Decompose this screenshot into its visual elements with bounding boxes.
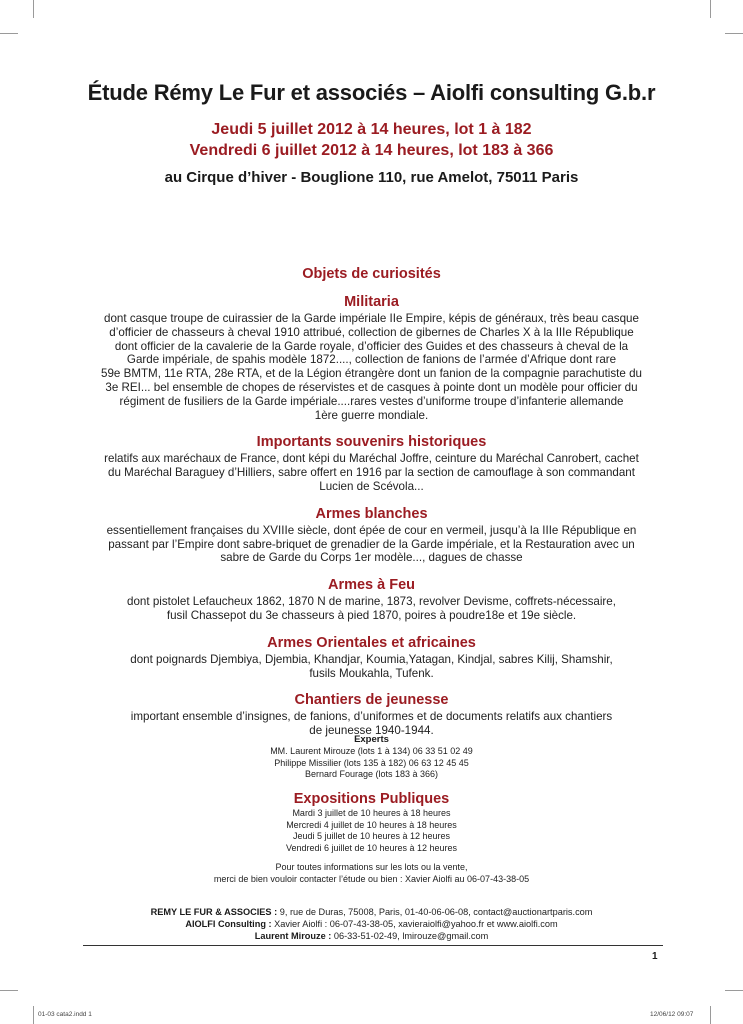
expositions-title: Expositions Publiques bbox=[293, 791, 450, 807]
slug-date: 12/06/12 09:07 bbox=[650, 1011, 694, 1018]
contact-name: AIOLFI Consulting : bbox=[185, 918, 272, 929]
contacts-block bbox=[70, 907, 673, 942]
section-title: Militaria bbox=[344, 294, 399, 310]
sale-date-1: Jeudi 5 juillet 2012 à 14 heures, lot 1 à 182 bbox=[211, 121, 532, 138]
section-line: important ensemble d’insignes, de fanions, d’uniformes et de documents relatifs aux chantiers bbox=[130, 710, 613, 724]
section-line: fusils Moukahla, Tufenk. bbox=[309, 666, 434, 680]
crop-mark bbox=[725, 990, 743, 991]
contact-details: Xavier Aiolfi : 06-07-43-38-05, xavieraiolfi@yahoo.fr et www.aiolfi.com bbox=[271, 918, 558, 929]
section-line: Lucien de Scévola... bbox=[319, 479, 424, 493]
section-line: dont poignards Djembiya, Djembia, Khandjar, Koumia,Yatagan, Kindjal, sabres Kilij, Shamshir, bbox=[130, 652, 613, 666]
section-line: dont officier de la cavalerie de la Garde royale, d’officier des Guides et des chasseurs à cheval de la bbox=[114, 339, 629, 353]
contact-name: REMY LE FUR & ASSOCIES : bbox=[150, 907, 278, 917]
section-title: Armes blanches bbox=[315, 505, 428, 522]
venue: au Cirque d’hiver - Bouglione 110, rue Amelot, 75011 Paris bbox=[164, 169, 579, 186]
section-title: Objets de curiosités bbox=[302, 266, 441, 282]
section-line: relatifs aux maréchaux de France, dont képi du Maréchal Joffre, ceinture du Maréchal Canrobert, cachet bbox=[104, 452, 639, 466]
section-title: Chantiers de jeunesse bbox=[294, 692, 449, 709]
exposition-line: Jeudi 5 juillet de 10 heures à 12 heures bbox=[292, 831, 451, 842]
contact-line bbox=[70, 919, 673, 931]
section-line: essentiellement françaises du XVIIIe siècle, dont épée de cour en vermeil, jusqu’à la IIIe République en bbox=[106, 523, 637, 537]
section-line: Garde impériale, de spahis modèle 1872...., collection de fanions de l’armée d’Afrique dont rare bbox=[126, 353, 617, 367]
section-body bbox=[70, 595, 673, 623]
crop-mark bbox=[0, 990, 18, 991]
section-body bbox=[70, 524, 673, 565]
crop-mark bbox=[33, 1006, 34, 1024]
expert-line: Bernard Fourage (lots 183 à 366) bbox=[304, 769, 439, 780]
section-line: d’officier de chasseurs à cheval 1910 attribué, collection de gibernes de Charles X à la IIIe République bbox=[109, 325, 634, 339]
section-title: Armes à Feu bbox=[327, 577, 416, 594]
crop-mark bbox=[710, 0, 711, 18]
contact-line bbox=[70, 931, 673, 943]
section-line: dont pistolet Lefaucheux 1862, 1870 N de marine, 1873, revolver Devisme, coffrets-nécessaire, bbox=[127, 595, 616, 609]
footer-rule bbox=[83, 945, 663, 946]
sections bbox=[70, 264, 673, 738]
info-block bbox=[70, 862, 673, 885]
section-line: dont casque troupe de cuirassier de la Garde impériale IIe Empire, képis de généraux, très beau casque bbox=[104, 312, 639, 325]
info-line: Pour toutes informations sur les lots ou la vente, bbox=[275, 862, 468, 872]
section-title: Importants souvenirs historiques bbox=[256, 434, 487, 451]
info-line: merci de bien vouloir contacter l’étude ou bien : Xavier Aiolfi au 06-07-43-38-05 bbox=[213, 873, 530, 884]
section-line: sabre de Garde du Corps 1er modèle..., dagues de chasse bbox=[220, 551, 523, 565]
exposition-line: Mardi 3 juillet de 10 heures à 18 heures bbox=[292, 808, 451, 818]
section-body bbox=[70, 312, 673, 422]
contact-details: 9, rue de Duras, 75008, Paris, 01-40-06-06-08, contact@auctionartparis.com bbox=[277, 907, 593, 917]
exposition-line: Mercredi 4 juillet de 10 heures à 18 heures bbox=[286, 819, 457, 830]
section-line: du Maréchal Baraguey d’Hilliers, sabre offert en 1916 par la section de camouflage à son commandant bbox=[108, 466, 635, 480]
section-line: passant par l’Empire dont sabre-briquet de grenadier de la Garde impériale, et la Restauration avec un bbox=[108, 537, 635, 551]
section-title: Armes Orientales et africaines bbox=[267, 634, 476, 651]
expositions-block bbox=[70, 790, 673, 854]
contact-details: 06-33-51-02-49, lmirouze@gmail.com bbox=[331, 930, 489, 941]
section-line: de jeunesse 1940-1944. bbox=[309, 724, 434, 738]
crop-mark bbox=[710, 1006, 711, 1024]
slug-file: 01-03 cata2.indd 1 bbox=[38, 1011, 92, 1018]
section-line: 3e REI... bel ensemble de chopes de réservistes et de casques à pointe dont un modèle pour officier du bbox=[105, 380, 638, 394]
experts-label: Experts bbox=[354, 734, 389, 745]
crop-mark bbox=[33, 0, 34, 18]
section-line: 1ère guerre mondiale. bbox=[314, 408, 429, 422]
expert-line: MM. Laurent Mirouze (lots 1 à 134) 06 33 51 02 49 bbox=[270, 746, 473, 756]
section-line: fusil Chassepot du 3e chasseurs à pied 1870, poires à poudre18e et 19e siècle. bbox=[166, 608, 577, 622]
contact-name: Laurent Mirouze : bbox=[254, 930, 332, 941]
crop-mark bbox=[0, 33, 18, 34]
page-number: 1 bbox=[652, 951, 658, 962]
section-body bbox=[70, 653, 673, 681]
sale-date-2: Vendredi 6 juillet 2012 à 14 heures, lot 183 à 366 bbox=[189, 142, 554, 159]
experts-block bbox=[70, 734, 673, 781]
section-line: 59e BMTM, 11e RTA, 28e RTA, et de la Légion étrangère dont un fanion de la compagnie parachutiste du bbox=[101, 367, 642, 381]
expert-line: Philippe Missilier (lots 135 à 182) 06 63 12 45 45 bbox=[274, 757, 469, 768]
crop-mark bbox=[725, 33, 743, 34]
exposition-line: Vendredi 6 juillet de 10 heures à 12 heures bbox=[285, 842, 458, 853]
contact-line bbox=[70, 907, 673, 919]
page-title: Étude Rémy Le Fur et associés – Aiolfi consulting G.b.r bbox=[87, 80, 656, 105]
section-line: régiment de fusiliers de la Garde impériale....rares vestes d’uniforme troupe d’infanterie allemande bbox=[119, 394, 624, 408]
section-body bbox=[70, 452, 673, 493]
